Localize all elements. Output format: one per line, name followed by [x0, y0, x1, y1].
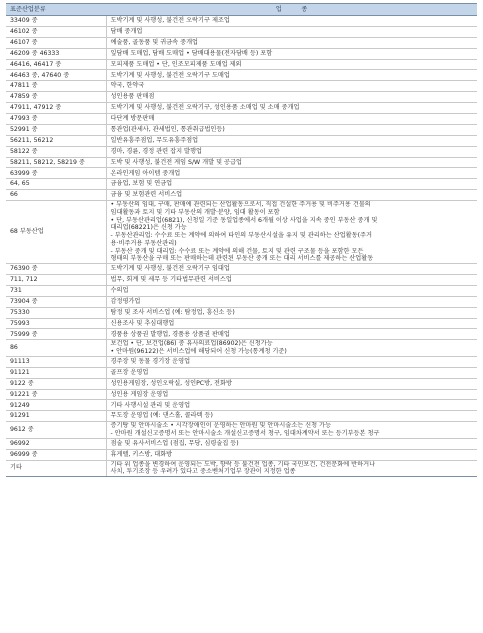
table-row	[6, 92, 477, 103]
description-line: 보건업 • 단, 보건업(86) 중 유사의료업(86902)은 신청가능	[110, 340, 273, 348]
industry-code-cell: 46416, 46417 중	[6, 59, 106, 70]
description-line: 모피제품 도매업 • 단, 인조모피제품 도매업 제외	[110, 60, 242, 68]
industry-description-cell	[106, 307, 477, 318]
industry-code-cell: 75999 중	[6, 329, 106, 340]
description-line: 일반유흥주점업, 무도유흥주점업	[110, 136, 199, 144]
industry-description-cell	[106, 318, 477, 329]
industry-code-cell: 46107 중	[6, 37, 106, 48]
description-line: 도박기계 및 사행성, 불건전 오락기구 제조업	[110, 17, 230, 25]
table-row	[6, 146, 477, 157]
description-line: • 부동산의 임대, 구매, 판매에 관련되는 산업활동으로서, 직접 건설한 주거용 및 비주거용 건물의	[110, 201, 371, 209]
industry-description-cell	[106, 135, 477, 146]
industry-description-cell	[106, 124, 477, 135]
table-row	[6, 157, 477, 168]
description-line: 성인용게임장, 성인오락실, 성인PC방, 전화방	[110, 379, 232, 387]
description-line: 법무, 회계 및 세무 등 기타법무관련 서비스업	[110, 276, 232, 284]
industry-code-cell: 47993 중	[6, 114, 106, 125]
industry-code-cell: 68 부동산업	[6, 201, 106, 264]
table-row	[6, 70, 477, 81]
industry-code-cell: 46209 중 46333	[6, 48, 106, 59]
industry-description-cell	[106, 81, 477, 92]
industry-code-cell: 46463 중, 47640 중	[6, 70, 106, 81]
table-row	[6, 329, 477, 340]
description-line: 성인용 게임장 운영업	[110, 390, 169, 398]
industry-code-cell: 9122 중	[6, 378, 106, 389]
industry-code-cell: 33409 중	[6, 16, 106, 27]
table-row	[6, 449, 477, 460]
table-row	[6, 296, 477, 307]
description-line: 담배 중개업	[110, 27, 143, 35]
description-line: 다단계 방문판매	[110, 115, 155, 123]
table-row	[6, 378, 477, 389]
industry-description-cell	[106, 264, 477, 275]
table-row	[6, 16, 477, 27]
description-line: 약국, 한약국	[110, 82, 145, 90]
table-row	[6, 26, 477, 37]
table-row	[6, 201, 477, 264]
description-line: 도박기계 및 사행성, 불건전 오락기구 도매업	[110, 71, 230, 79]
description-line: - 부동산관리업: 수수료 또는 계약에 의하여 타인의 부동산시설을 유지 및 관리하는 산업활동(주거	[110, 232, 372, 240]
table-row	[6, 124, 477, 135]
table-row	[6, 103, 477, 114]
table-row	[6, 285, 477, 296]
industry-code-cell: 91249	[6, 400, 106, 411]
description-line: 신용조사 및 추심대행업	[110, 319, 175, 327]
industry-description-cell	[106, 179, 477, 190]
industry-code-cell: 66	[6, 190, 106, 201]
description-line: 사치, 투기조장 등 우려가 있다고 중소벤처기업부 장관이 지정한 업종	[110, 468, 296, 476]
industry-code-cell: 47911, 47912 중	[6, 103, 106, 114]
industry-description-cell	[106, 411, 477, 422]
table-row	[6, 81, 477, 92]
description-line: 임대활동과 토지 및 기타 부동산의 개발·분양, 임대 활동이 포함	[110, 208, 280, 216]
industry-description-cell	[106, 48, 477, 59]
table-row	[6, 264, 477, 275]
description-line: - 안마원 개설신고증명서 또는 안마시술소 개설신고증명서 청구, 임대차계약서 또는 등기부등본 청구	[110, 429, 380, 437]
description-line: 금융업, 보험 및 연금업	[110, 180, 173, 188]
description-line: 통관업(관세사, 관세법인, 통관취급법인등)	[110, 125, 225, 133]
industry-code-cell: 91291	[6, 411, 106, 422]
industry-description-cell	[106, 201, 477, 264]
industry-code-cell: 96999 중	[6, 449, 106, 460]
table-row	[6, 460, 477, 477]
header-classification-code: 표준산업분류	[6, 4, 106, 16]
description-line: 경주장 및 동물 경기장 운영업	[110, 357, 191, 365]
industry-code-cell: 91221 중	[6, 389, 106, 400]
table-header	[6, 4, 477, 16]
industry-description-cell	[106, 460, 477, 477]
industry-code-cell: 75993	[6, 318, 106, 329]
industry-code-cell: 75330	[6, 307, 106, 318]
industry-code-cell: 711, 712	[6, 275, 106, 286]
industry-description-cell	[106, 190, 477, 201]
description-line: 금융 및 보험관련 서비스업	[110, 191, 183, 199]
industry-classification-table	[6, 3, 477, 477]
table-row	[6, 190, 477, 201]
industry-description-cell	[106, 367, 477, 378]
industry-code-cell: 91113	[6, 356, 106, 367]
table-row	[6, 422, 477, 439]
industry-description-cell	[106, 157, 477, 168]
description-line: 도박기계 및 사행성, 불건전 오락기구 임대업	[110, 265, 230, 273]
table-row	[6, 411, 477, 422]
industry-code-cell: 9612 중	[6, 422, 106, 439]
industry-description-cell	[106, 26, 477, 37]
industry-code-cell: 56211, 56212	[6, 135, 106, 146]
description-line: • 단, 부동산관리업(6821), 신청일 기준 동일업종에서 6개월 이상 사업을 지속 중인 부동산 중개 및	[110, 216, 378, 224]
description-line: 기타 위 업종을 변경하여 운영되는 도박, 향락 등 불건전 업종, 기타 국민보건, 건전문화에 반하거나	[110, 460, 376, 468]
table-row	[6, 400, 477, 411]
description-line: 감정평가업	[110, 297, 141, 305]
industry-code-cell: 52991 중	[6, 124, 106, 135]
industry-description-cell	[106, 356, 477, 367]
description-line: • 안마원(96122)은 서비스업에 해당되어 신청 가능(통계청 기준)	[110, 348, 287, 356]
industry-code-cell: 63999 중	[6, 168, 106, 179]
industry-description-cell	[106, 92, 477, 103]
description-line: 잎담배 도매업, 담배 도매업 • 담배대용물(전자담배 등) 포함	[110, 49, 273, 57]
industry-description-cell	[106, 59, 477, 70]
description-line: - 부동산 중개 및 대리업: 수수료 또는 계약에 의해 건물, 토지 및 관련 구조물 등을 포함한 모든	[110, 247, 364, 255]
description-line: 수의업	[110, 286, 129, 294]
description-line: 무도장 운영업 (예: 댄스홀, 콜라텍 등)	[110, 412, 213, 420]
description-line: 탐정 및 조사 서비스업 (예: 탐정업, 흥신소 등)	[110, 308, 235, 316]
industry-code-cell: 46102 중	[6, 26, 106, 37]
industry-description-cell	[106, 378, 477, 389]
description-line: 기타 사행시설 관리 및 운영업	[110, 401, 191, 409]
industry-description-cell	[106, 340, 477, 357]
industry-description-cell	[106, 400, 477, 411]
industry-description-cell	[106, 449, 477, 460]
description-line: 점술 및 유사서비스업 (점집, 무당, 심령술집 등)	[110, 439, 239, 447]
industry-code-cell: 731	[6, 285, 106, 296]
description-line: 도박기계 및 사행성, 불건전 오락기구, 성인용품 소매업 및 소매 중개업	[110, 104, 300, 112]
table-body	[6, 16, 477, 477]
industry-code-cell: 58122 중	[6, 146, 106, 157]
description-line: 휴게텔, 키스방, 대화방	[110, 450, 173, 458]
industry-description-cell	[106, 16, 477, 27]
industry-description-cell	[106, 389, 477, 400]
industry-description-cell	[106, 114, 477, 125]
industry-description-cell	[106, 329, 477, 340]
table-row	[6, 135, 477, 146]
industry-code-cell: 47859 중	[6, 92, 106, 103]
description-line: 도박 및 사행성, 불건전 게임 S/W 개발 및 공급업	[110, 158, 242, 166]
industry-description-cell	[106, 296, 477, 307]
header-industry: 업 종	[106, 4, 477, 16]
industry-description-cell	[106, 103, 477, 114]
description-line: 용·비주거용 부동산관리)	[110, 239, 177, 247]
industry-description-cell	[106, 146, 477, 157]
table-row	[6, 114, 477, 125]
industry-code-cell: 86	[6, 340, 106, 357]
industry-code-cell: 91121	[6, 367, 106, 378]
description-line: 골프장 운영업	[110, 368, 149, 376]
table-row	[6, 318, 477, 329]
industry-code-cell: 76390 중	[6, 264, 106, 275]
industry-code-cell: 96992	[6, 438, 106, 449]
industry-description-cell	[106, 168, 477, 179]
industry-description-cell	[106, 438, 477, 449]
table-row	[6, 307, 477, 318]
table-row	[6, 356, 477, 367]
description-line: 대리업(68221)은 신청 가능	[110, 224, 187, 232]
industry-code-cell: 기타	[6, 460, 106, 477]
table-row	[6, 389, 477, 400]
description-line: 경품용 상품권 발행업, 경품용 상품권 판매업	[110, 330, 230, 338]
table-row	[6, 340, 477, 357]
industry-description-cell	[106, 37, 477, 48]
description-line: 성인용품 판매점	[110, 93, 155, 101]
industry-description-cell	[106, 70, 477, 81]
description-line: 온라인게임 아이템 중개업	[110, 169, 181, 177]
table-row	[6, 168, 477, 179]
table-row	[6, 59, 477, 70]
industry-code-cell: 64, 65	[6, 179, 106, 190]
table-row	[6, 48, 477, 59]
table-row	[6, 37, 477, 48]
industry-description-cell	[106, 422, 477, 439]
description-line: 예술품, 골동품 및 귀금속 중개업	[110, 38, 199, 46]
industry-code-cell: 73904 중	[6, 296, 106, 307]
industry-code-cell: 58211, 58212, 58219 중	[6, 157, 106, 168]
table-row	[6, 367, 477, 378]
description-line: 증기탕 및 안마시술소 • 시각장애인이 운영하는 안마원 및 안마시술소는 신청 가능	[110, 422, 332, 430]
industry-description-cell	[106, 285, 477, 296]
industry-code-cell: 47811 중	[6, 81, 106, 92]
description-line: 경마, 경륜, 경정 관련 잡지 발행업	[110, 147, 202, 155]
industry-description-cell	[106, 275, 477, 286]
description-line: 형태의 부동산을 구매 또는 판매하는데 관련된 부동산 중개 또는 대리 서비스를 제공하는 산업활동	[110, 255, 374, 263]
table-row	[6, 179, 477, 190]
table-row	[6, 275, 477, 286]
table-row	[6, 438, 477, 449]
